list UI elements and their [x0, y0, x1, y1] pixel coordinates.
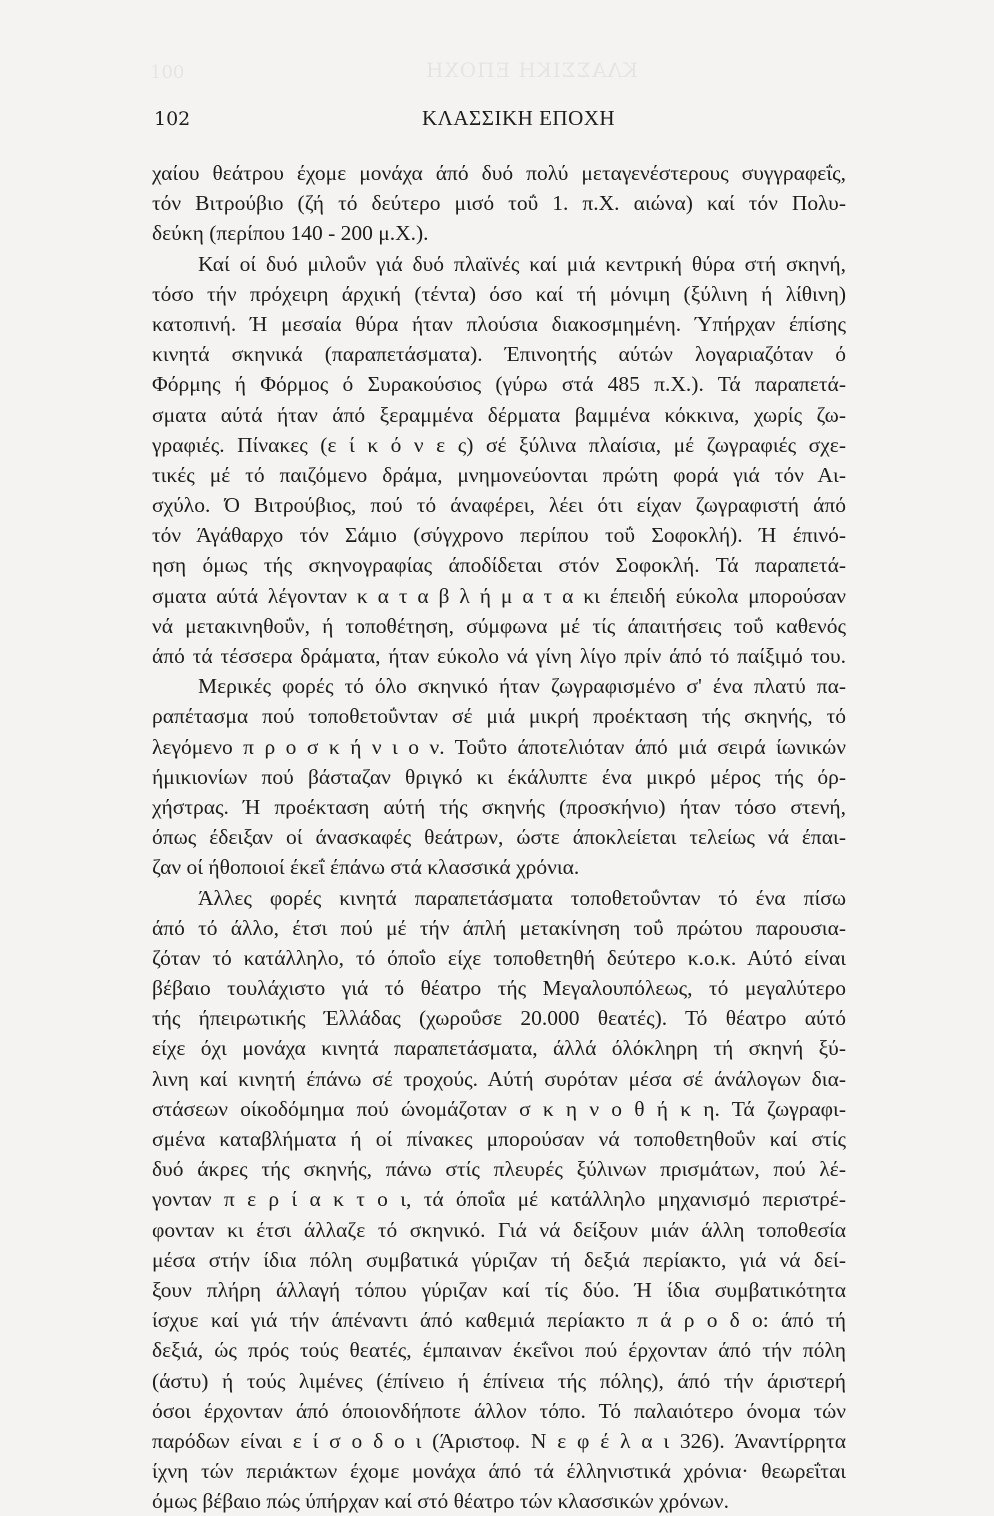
bleed-through-running-title: ΚΛΑΣΣΙΚΗ ΕΠΟΧΗ: [425, 58, 638, 82]
text-line: δεξιά, ώς πρός τούς θεατές, έμπαιναν έκεΐνοι πού έρχονταν άπό τήν πόλη: [152, 1338, 846, 1363]
text-line: τής ήπειρωτικής Έλλάδας (χωροΰσε 20.000 θεατές). Τό θέατρο αύτό: [152, 1006, 846, 1031]
text-line: ήμικιονίων πού βάσταζαν θριγκό κι έκάλυπτε ένα μικρό μέρος τής όρ-: [152, 764, 846, 789]
text-line: είχε όχι μονάχα κινητά παραπετάσματα, άλλά όλόκληρη τή σκηνή ξύ-: [152, 1036, 846, 1061]
text-line: στάσεων οίκοδόμημα πού ώνομάζοταν σ κ η ν ο θ ή κ η. Τά ζωγραφι-: [152, 1096, 846, 1121]
text-line: παρόδων είναι ε ί σ ο δ ο ι (Άριστοφ. Ν ε φ έ λ α ι 326). Άναντίρρητα: [152, 1428, 846, 1453]
text-line: Καί οί δυό μιλοΰν γιά δυό πλαϊνές καί μιά κεντρική θύρα στή σκηνή,: [198, 251, 846, 276]
text-line: μέσα στήν ίδια πόλη συμβατικά γύριζαν τή δεξιά περίακτο, γιά νά δεί-: [152, 1247, 846, 1272]
text-line: ζόταν τό κατάλληλο, τό όποΐο είχε τοποθετηθή δεύτερο κ.ο.κ. Αύτό είναι: [152, 945, 846, 970]
text-line: τόν Βιτρούβιο (ζή τό δεύτερο μισό τοΰ 1. π.Χ. αιώνα) καί τόν Πολυ-: [152, 191, 846, 216]
text-line: Μερικές φορές τό όλο σκηνικό ήταν ζωγραφισμένο σ' ένα πλατύ πα-: [198, 674, 846, 699]
text-line: τόσο τήν πρόχειρη άρχική (τέντα) όσο καί τή μόνιμη (ξύλινη ή λίθινη): [152, 281, 846, 306]
text-line: όμως βέβαιο πώς ύπήρχαν καί στό θέατρο τών κλασσικών χρόνων.: [152, 1489, 729, 1514]
text-line: σμένα καταβλήματα ή οί πίνακες μπορούσαν νά τοποθετηθοΰν καί στίς: [152, 1127, 846, 1151]
text-line: τικές μέ τό παιζόμενο δράμα, μνημονεύονται πρώτη φορά γιά τόν Αι-: [152, 462, 846, 487]
text-line: ζαν οί ήθοποιοί έκεΐ έπάνω στά κλασσικά χρόνια.: [152, 855, 580, 880]
text-line: λεγόμενο π ρ ο σ κ ή ν ι ο ν. Τοΰτο άποτελιόταν άπό μιά σειρά ίωνικών: [152, 734, 846, 759]
text-line: φονταν κι έτσι άλλαζε τό σκηνικό. Γιά νά δείξουν μιάν άλλη τοποθεσία: [152, 1217, 846, 1242]
text-line: βέβαιο τουλάχιστο γιά τό θέατρο τής Μεγαλουπόλεως, τό μεγαλύτερο: [152, 976, 846, 1001]
text-line: κινητά σκηνικά (παραπετάσματα). Έπινοητής αύτών λογαριαζόταν ό: [152, 342, 846, 367]
bleed-through-page-number: 100: [150, 62, 185, 83]
text-line: ραπέτασμα πού τοποθετοΰνταν σέ μιά μικρή προέκταση τής σκηνής, τό: [152, 704, 846, 729]
page-header: [154, 102, 846, 134]
text-line: όσοι έρχονταν άπό όποιονδήποτε άλλον τόπο. Τό παλαιότερο όνομα τών: [152, 1398, 846, 1423]
text-line: Φόρμης ή Φόρμος ό Συρακούσιος (γύρω στά 485 π.Χ.). Τά παραπετά-: [152, 372, 846, 397]
body-text: [152, 158, 846, 1516]
text-line: όπως έδειξαν οί άνασκαφές θεάτρων, ώστε άποκλείεται τελείως νά έπαι-: [152, 825, 846, 850]
text-line: ηση όμως τής σκηνογραφίας άποδίδεται στόν Σοφοκλή. Τά παραπετά-: [152, 553, 846, 578]
running-title: ΚΛΑΣΣΙΚΗ ΕΠΟΧΗ: [422, 106, 616, 130]
text-line: άπό τά τέσσερα δράματα, ήταν εύκολο νά γίνη λίγο πρίν άπό τό παίξιμό του.: [152, 644, 846, 668]
text-line: γραφιές. Πίνακες (ε ί κ ό ν ε ς) σέ ξύλινα πλαίσια, μέ ζωγραφιές σχε-: [152, 432, 846, 457]
text-line: νά μετακινηθοΰν, ή τοποθέτηση, σύμφωνα μέ τίς άπαιτήσεις τοΰ καθενός: [152, 613, 846, 638]
text-line: χήστρας. Ή προέκταση αύτή τής σκηνής (προσκήνιο) ήταν τόσο στενή,: [152, 794, 846, 819]
text-line: ίχνη τών περιάκτων έχομε μονάχα άπό τά έλληνιστικά χρόνια· θεωρεΐται: [152, 1459, 846, 1484]
text-line: ξουν πλήρη άλλαγή τόπου γύριζαν καί τίς δύο. Ή ίδια συμβατικότητα: [152, 1277, 846, 1302]
text-line: άπό τό άλλο, έτσι πού μέ τήν άπλή μετακίνηση τοΰ πρώτου παρουσια-: [152, 915, 846, 940]
text-line: κατοπινή. Ή μεσαία θύρα ήταν πλούσια διακοσμημένη. Ύπήρχαν έπίσης: [152, 311, 846, 336]
text-line: σματα αύτά λέγονταν κ α τ α β λ ή μ α τ α κι έπειδή εύκολα μπορούσαν: [152, 583, 846, 608]
text-line: τόν Άγάθαρχο τόν Σάμιο (σύγχρονο περίπου τοΰ Σοφοκλή). Ή έπινό-: [152, 523, 846, 548]
page-number: 102: [154, 108, 191, 130]
text-line: Άλλες φορές κινητά παραπετάσματα τοποθετοΰνταν τό ένα πίσω: [198, 885, 846, 910]
text-line: δυό άκρες τής σκηνής, πάνω στίς πλευρές ξύλινων πρισμάτων, πού λέ-: [152, 1157, 846, 1182]
text-line: λινη καί κινητή έπάνω σέ τροχούς. Αύτή συρόταν μέσα σέ άνάλογων δια-: [152, 1066, 846, 1091]
text-line: χαίου θεάτρου έχομε μονάχα άπό δυό πολύ μεταγενέστερους συγγραφεΐς,: [152, 161, 846, 185]
text-line: (άστυ) ή τούς λιμένες (έπίνειο ή έπίνεια τής πόλης), άπό τήν άριστερή: [152, 1368, 846, 1393]
text-line: σματα αύτά ήταν άπό ξεραμμένα δέρματα βαμμένα κόκκινα, χωρίς ζω-: [152, 402, 846, 427]
text-line: δεύκη (περίπου 140 - 200 μ.Χ.).: [152, 221, 429, 246]
text-line: γονταν π ε ρ ί α κ τ ο ι, τά όποΐα μέ κατάλληλο μηχανισμό περιστρέ-: [152, 1187, 846, 1212]
text-line: ίσχυε καί γιά τήν άπέναντι άπό καθεμιά περίακτο π ά ρ ο δ ο: άπό τή: [152, 1308, 846, 1333]
text-line: σχύλο. Ό Βιτρούβιος, πού τό άναφέρει, λέει ότι είχαν ζωγραφιστή άπό: [152, 493, 846, 518]
